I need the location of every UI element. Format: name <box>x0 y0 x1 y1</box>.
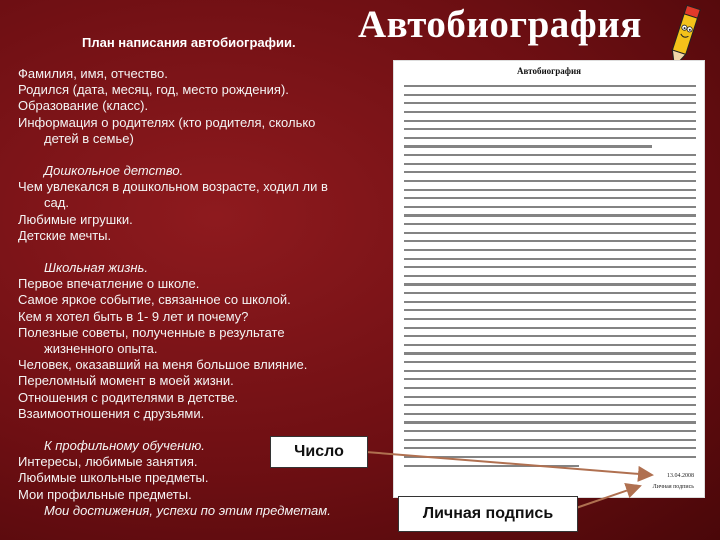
plan-item: Информация о родителях (кто родителя, сколько <box>18 114 316 130</box>
plan-item: Любимые школьные предметы. <box>18 470 209 486</box>
plan-item: жизненного опыта. <box>44 341 158 357</box>
plan-item: Чем увлекался в дошкольном возрасте, ходил ли в <box>18 179 328 195</box>
document-text-line <box>404 352 696 354</box>
document-text-line <box>404 85 696 87</box>
document-text-line <box>404 421 696 423</box>
document-text-line <box>404 318 696 320</box>
plan-item: Мои профильные предметы. <box>18 486 192 502</box>
plan-item: детей в семье) <box>44 130 134 146</box>
plan-section-heading: Школьная жизнь. <box>44 260 148 276</box>
page-title: Автобиография <box>358 3 642 46</box>
document-text-line <box>404 292 696 294</box>
document-text-line <box>404 171 696 173</box>
document-text-line <box>404 232 696 234</box>
document-text-line <box>404 309 696 311</box>
document-text-line <box>404 94 696 96</box>
document-text-line <box>404 128 696 130</box>
document-text-line <box>404 396 696 398</box>
plan-section-heading: Дошкольное детство. <box>44 163 184 179</box>
document-text-line <box>404 327 696 329</box>
document-text-line <box>404 266 696 268</box>
plan-item: Первое впечатление о школе. <box>18 276 200 292</box>
plan-item: Детские мечты. <box>18 227 112 243</box>
signature-callout: Личная подпись <box>398 496 578 532</box>
document-text-line <box>404 258 696 260</box>
plan-item: Любимые игрушки. <box>18 211 133 227</box>
document-text-line <box>404 214 696 216</box>
document-text-line <box>404 145 652 147</box>
document-text-line <box>404 465 579 467</box>
document-text-line <box>404 430 696 432</box>
document-text-line <box>404 387 696 389</box>
document-text-line <box>404 370 696 372</box>
plan-item: Самое яркое событие, связанное со школой. <box>18 292 291 308</box>
document-text-line <box>404 361 696 363</box>
plan-item: Интересы, любимые занятия. <box>18 454 198 470</box>
document-text-line <box>404 111 696 113</box>
document-text-line <box>404 283 696 285</box>
plan-section-heading: К профильному обучению. <box>44 438 205 454</box>
document-text-line <box>404 137 696 139</box>
document-date: 13.04.2008 <box>667 473 694 479</box>
plan-item: Полезные советы, полученные в результате <box>18 324 285 340</box>
plan-item: сад. <box>44 195 69 211</box>
document-text-line <box>404 223 696 225</box>
plan-item: Родился (дата, месяц, год, место рождения). <box>18 82 289 98</box>
plan-subtitle: План написания автобиографии. <box>82 35 296 50</box>
date-callout: Число <box>270 436 368 468</box>
plan-item: Отношения с родителями в детстве. <box>18 389 239 405</box>
document-text-line <box>404 378 696 380</box>
plan-spacer <box>18 244 388 260</box>
document-text-line <box>404 197 696 199</box>
document-signature: Личная подпись <box>652 484 694 490</box>
plan-item: Человек, оказавший на меня большое влияние. <box>18 357 308 373</box>
plan-item: Кем я хотел быть в 1- 9 лет и почему? <box>18 308 249 324</box>
document-text-line <box>404 163 696 165</box>
plan-item: Образование (класс). <box>18 98 149 114</box>
plan-spacer <box>18 147 388 163</box>
document-title: Автобиография <box>517 66 581 76</box>
document-text-line <box>404 154 696 156</box>
plan-item: Переломный момент в моей жизни. <box>18 373 234 389</box>
document-text-line <box>404 447 696 449</box>
document-text-line <box>404 335 696 337</box>
document-text-line <box>404 413 696 415</box>
plan-section-heading: Мои достижения, успехи по этим предметам. <box>44 502 331 518</box>
document-text-line <box>404 120 696 122</box>
document-text-line <box>404 180 696 182</box>
document-text-line <box>404 275 696 277</box>
sample-document <box>393 60 705 498</box>
document-text-line <box>404 249 696 251</box>
plan-item: Фамилия, имя, отчество. <box>18 66 168 81</box>
document-text-line <box>404 189 696 191</box>
document-text-line <box>404 301 696 303</box>
document-text-line <box>404 206 696 208</box>
document-text-line <box>404 456 696 458</box>
plan-item: Взаимоотношения с друзьями. <box>18 405 205 421</box>
document-text-lines <box>404 85 696 473</box>
document-text-line <box>404 344 696 346</box>
document-text-line <box>404 439 696 441</box>
document-text-line <box>404 102 696 104</box>
document-text-line <box>404 404 696 406</box>
document-text-line <box>404 240 696 242</box>
